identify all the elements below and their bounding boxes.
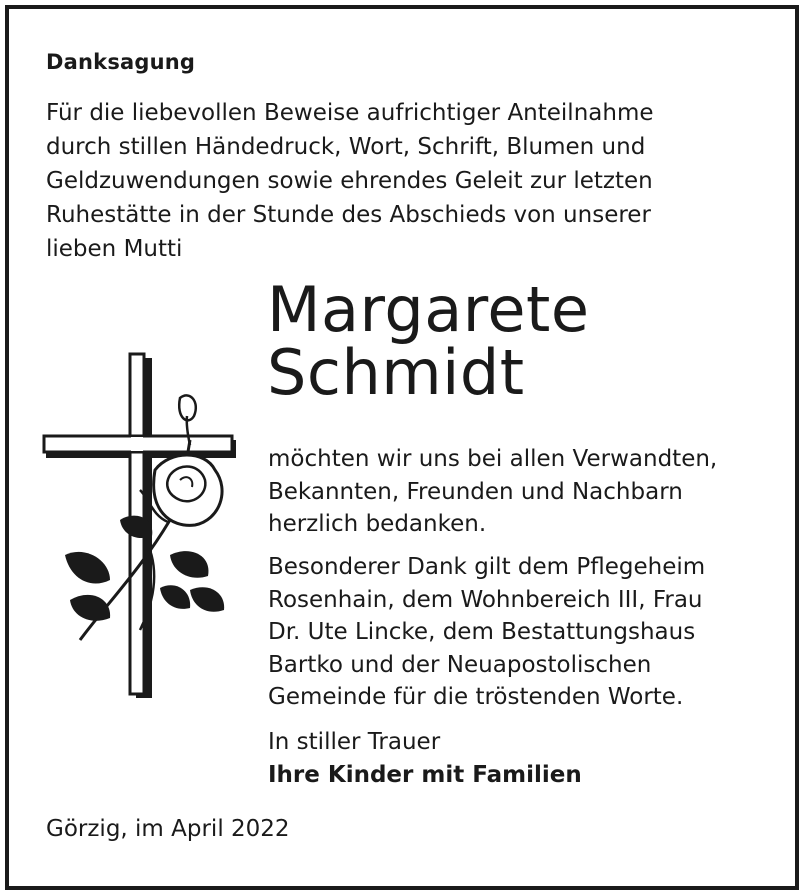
intro-text <box>46 96 746 266</box>
thanks-text <box>268 443 717 541</box>
special-thanks-line: Bartko und der Neuapostolischen <box>268 651 652 678</box>
notice-heading: Danksagung <box>46 50 196 74</box>
special-thanks-line: Besonderer Dank gilt dem Pflegeheim <box>268 554 706 580</box>
intro-line: durch stillen Händedruck, Wort, Schrift, Blumen und <box>46 134 646 160</box>
deceased-name <box>267 273 590 409</box>
intro-line: lieben Mutti <box>46 236 183 262</box>
special-thanks-line: Gemeinde für die tröstenden Worte. <box>268 684 684 710</box>
last-name: Schmidt <box>267 336 525 409</box>
thanks-line: möchten wir uns bei allen Verwandten, <box>268 446 718 472</box>
intro-line: Für die liebevollen Beweise aufrichtiger Anteilnahme <box>46 100 654 126</box>
thanks-line: herzlich bedanken. <box>268 511 487 537</box>
intro-line: Ruhestätte in der Stunde des Abschieds von unserer <box>46 202 651 228</box>
place-date: Görzig, im April 2022 <box>46 816 290 842</box>
special-thanks-text <box>268 551 705 714</box>
intro-line: Geldzuwendungen sowie ehrendes Geleit zur letzten <box>46 168 653 194</box>
thanks-line: Bekannten, Freunden und Nachbarn <box>268 478 683 505</box>
cross-with-rose-icon <box>40 350 250 700</box>
special-thanks-line: Dr. Ute Lincke, dem Bestattungshaus <box>268 619 696 645</box>
special-thanks-line: Rosenhain, dem Wohnbereich III, Frau <box>268 586 703 613</box>
closing-line: In stiller Trauer <box>268 729 441 755</box>
closing <box>268 726 582 791</box>
first-name: Margarete <box>267 273 590 346</box>
signature: Ihre Kinder mit Familien <box>268 761 582 788</box>
